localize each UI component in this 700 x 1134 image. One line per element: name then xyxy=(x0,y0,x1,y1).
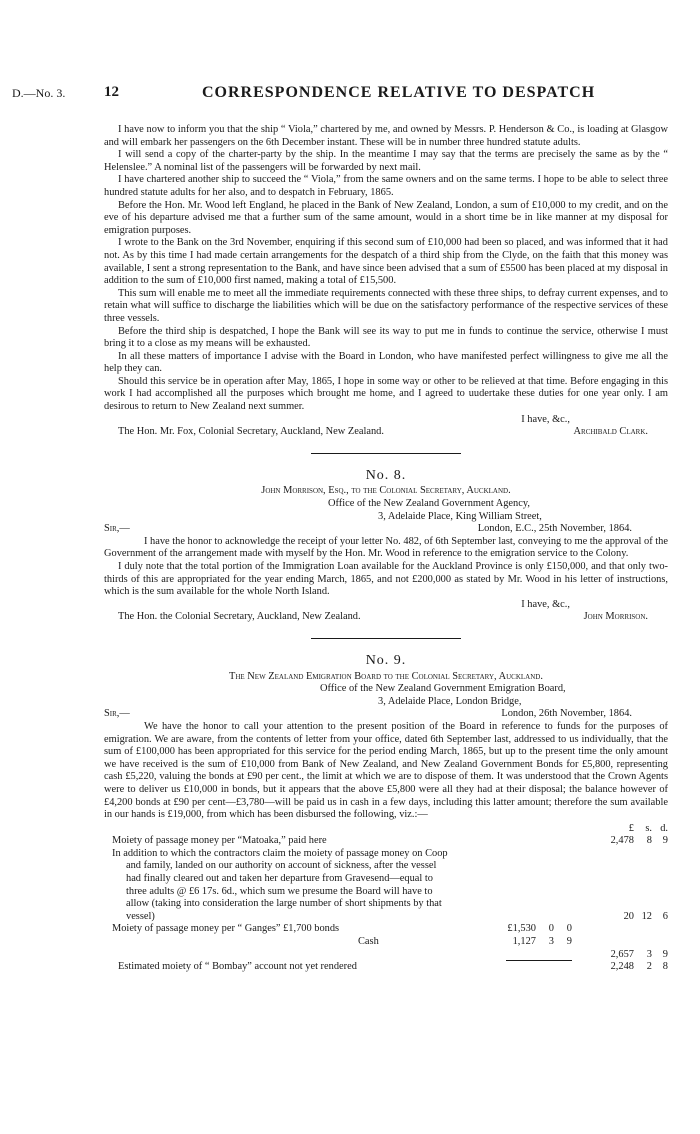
row-label: In addition to which the contractors claim the moiety of passage money on Coop and family, landed on our authority on account of sickness, after the vessel had finally cleared out and taken her departure from Gravesend—equal to three adults @ £6 17s. 6d., which sum we presume the Board will have to allow (taking into consideration the large number of short shipments by that vessel) xyxy=(112,847,448,922)
letter-heading: The New Zealand Emigration Board to the Colonial Secretary, Auckland. xyxy=(229,670,543,682)
row-sub-amount: 1,127 3 9 xyxy=(512,936,572,948)
row-amount: 2,248 2 8 xyxy=(610,961,668,973)
paragraph: This sum will enable me to meet all the immediate requirements connected with these three ships, to defray current expenses, and to retain what will suffice to discharge the liabilities which will be due on the satisfactory performance of the respective services of these three vessels. xyxy=(104,287,668,324)
closing xyxy=(104,414,668,427)
document-body xyxy=(104,124,668,974)
letter-clark-continuation xyxy=(104,124,668,439)
letter-no-8 xyxy=(104,467,668,624)
sender-address-line: 3, Adelaide Place, London Bridge, xyxy=(378,695,522,707)
pounds-header: £ xyxy=(628,822,634,834)
account-row-bombay xyxy=(104,961,668,974)
paragraph: I will send a copy of the charter-party by the ship. In the meantime I may say that the terms are precisely the same as by the “ Helenslee.” A nominal list of the passengers will be forwarded by next mail. xyxy=(104,149,668,173)
shillings-header: s. xyxy=(645,822,652,834)
account-row-ganges-cash xyxy=(104,936,668,949)
sender-address-line: Office of the New Zealand Government Emigration Board, xyxy=(320,683,566,695)
account-row-matoaka xyxy=(104,835,668,848)
letter-number: No. 9. xyxy=(365,652,407,668)
signature: Archibald Clark. xyxy=(573,426,648,438)
row-label: Cash xyxy=(358,936,379,948)
signature-line xyxy=(104,611,668,624)
letter-no-9 xyxy=(104,652,668,974)
row-amount: 20 12 6 xyxy=(623,910,668,922)
row-label: Moiety of passage money per “Matoaka,” paid here xyxy=(112,835,327,847)
disbursement-account xyxy=(104,823,668,974)
row-amount: 2,657 3 9 xyxy=(610,948,668,960)
paragraph: I duly note that the total portion of the Immigration Loan available for the Auckland Province is only £150,000, and that only two-thirds of this are appropriated for the year ending March, 1865, and not £200,000 as stated by Mr. Wood in his letter of instructions, which is the sum available for the whole North Island. xyxy=(104,561,668,598)
salutation-line xyxy=(104,523,668,536)
paper-reference: D.—No. 3. xyxy=(12,86,66,100)
account-row-subtotal xyxy=(104,949,668,962)
row-sub-amount: £1,530 0 0 xyxy=(507,923,572,935)
account-currency-header xyxy=(104,823,668,836)
paragraph: I have now to inform you that the ship “ Viola,” chartered by me, and owned by Messrs. P. Henderson & Co., is loading at Glasgow and will embark her passengers on the 6th December instant. These will be in number three hundred statute adults. xyxy=(104,124,668,148)
paragraph: Should this service be in operation after May, 1865, I hope in some way or other to be relieved at that time. Before engaging in this work I had accomplished all the purposes which brought me home, and I agreed to uudertake these duties for one year only. I am desirous to return to New Zealand next summer. xyxy=(104,375,668,413)
addressee: The Hon. Mr. Fox, Colonial Secretary, Auckland, New Zealand. xyxy=(118,426,384,438)
place-date: London, E.C., 25th November, 1864. xyxy=(477,523,632,535)
paragraph: We have the honor to call your attention to the present position of the Board in reference to funds for the purposes of emigration. We are aware, from the contents of letter from your office, dated 6th September last, addressed to us individually, that the sum of £100,000 has been appropriated for this service for the period ending March, 1865, but up to the present time the only amount we have received is the sum of £10,000 from Bank of New Zealand, and New Zealand Government Bonds for £5,800, representing cash £5,220, valuing the bonds at £90 per cent., the limit at which we are to dispose of them. It was understood that the Crown Agents were to deliver us £10,000 in bonds, but it appears that the above £5,800 were all they had at their disposal; the balance however of £4,200 bonds at £90 per cent—£3,780—will be paid us in cash in a few days, including this latter amount; therefore the sum available in our hands is £19,000, from which has been disbursed the following, viz.:— xyxy=(104,720,668,821)
signature-line xyxy=(104,426,668,439)
running-title: CORRESPONDENCE RELATIVE TO DESPATCH xyxy=(202,84,596,101)
subtotal-rule xyxy=(506,960,572,961)
signature: John Morrison. xyxy=(583,611,648,623)
paragraph: I have chartered another ship to succeed the “ Viola,” from the same owners and on the same terms. I hope to be able to select three hundred statute adults for her also, and to despatch in February, 1865. xyxy=(104,174,668,198)
letter-heading: John Morrison, Esq., to the Colonial Secretary, Auckland. xyxy=(261,485,511,497)
account-row-ganges-bonds xyxy=(104,923,668,936)
account-row-coop xyxy=(104,848,668,924)
closing-text: I have, &c., xyxy=(521,598,570,610)
page-header xyxy=(12,86,692,106)
sender-address-line: 3, Adelaide Place, King William Street, xyxy=(378,510,542,522)
place-date: London, 26th November, 1864. xyxy=(501,708,632,720)
sender-address-line: Office of the New Zealand Government Agency, xyxy=(328,498,530,510)
closing xyxy=(104,599,668,612)
letter-number: No. 8. xyxy=(365,467,407,483)
page-number: 12 xyxy=(104,84,119,100)
paragraph: Before the third ship is despatched, I hope the Bank will see its way to put me in funds to continue the service, otherwise I must bring it to a close as my means will be exhausted. xyxy=(104,325,668,350)
addressee: The Hon. the Colonial Secretary, Auckland, New Zealand. xyxy=(118,611,361,623)
pence-header: d. xyxy=(660,822,668,834)
paragraph: I wrote to the Bank on the 3rd November, enquiring if this second sum of £10,000 had been so placed, and was informed that it had not. As by this time I had made certain arrangements for the despatch of a third ship from the Clyde, on the faith that this money was available, I sent a strong representation to the Bank, and have since been advised that a sum of £5500 has been placed at my disposal in addition to the sum of £10,000 first named, making a total of £15,500. xyxy=(104,237,668,287)
section-divider xyxy=(311,453,461,454)
paragraph: In all these matters of importance I advise with the Board in London, who have manifested perfect willingness to give me all the help they can. xyxy=(104,350,668,375)
paragraph: I have the honor to acknowledge the receipt of your letter No. 482, of 6th September last, conveying to me the approval of the Government of the arrangement made with myself by the Hon. Mr. Wood in reference to the emigration service to the Colony. xyxy=(104,535,668,560)
section-divider xyxy=(311,638,461,639)
salutation: Sir,— xyxy=(104,523,130,535)
row-label: Estimated moiety of “ Bombay” account not yet rendered xyxy=(118,961,357,973)
salutation: Sir,— xyxy=(104,708,130,720)
paragraph: Before the Hon. Mr. Wood left England, he placed in the Bank of New Zealand, London, a sum of £10,000 to my credit, and on the eve of his departure advised me that a further sum of the same amount, would in a short time be in like manner at my disposal for emigration purposes. xyxy=(104,199,668,236)
salutation-line xyxy=(104,708,668,721)
row-label: Moiety of passage money per “ Ganges” £1,700 bonds xyxy=(112,923,340,935)
closing-text: I have, &c., xyxy=(521,413,570,425)
row-amount: 2,478 8 9 xyxy=(610,835,668,847)
